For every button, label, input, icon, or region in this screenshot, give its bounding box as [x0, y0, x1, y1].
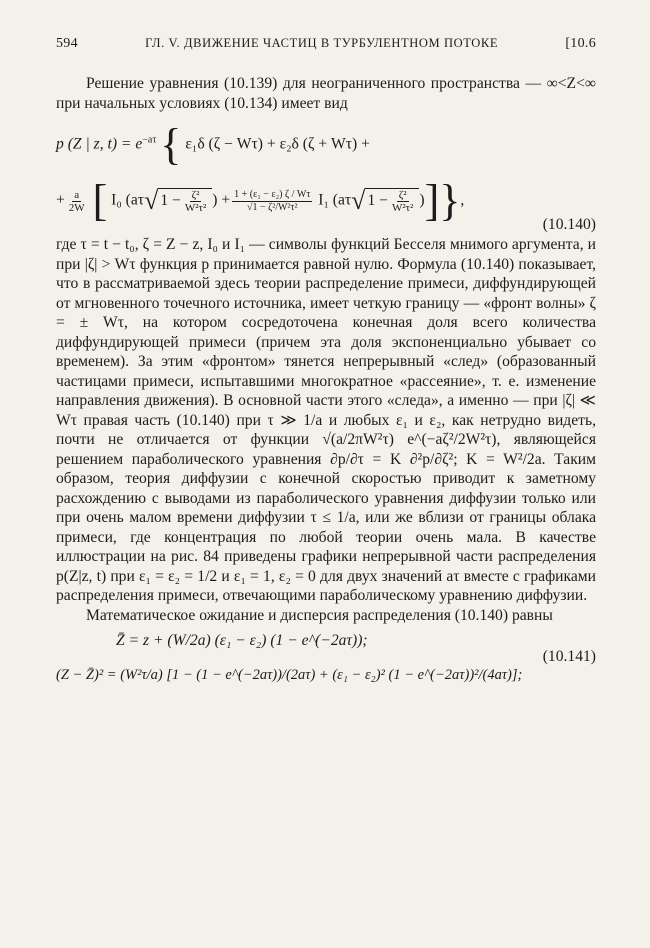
equation-10-141	[56, 629, 596, 711]
equation-10-140	[56, 117, 596, 235]
chapter-title: ГЛ. V. ДВИЖЕНИЕ ЧАСТИЦ В ТУРБУЛЕНТНОМ ПОТОКЕ	[145, 36, 499, 50]
sqrt-fraction	[183, 189, 208, 214]
sqrt-block-2	[365, 188, 419, 214]
sqrt-prefix: 1 −	[160, 191, 181, 209]
mid-den-den: W²τ²	[278, 201, 298, 213]
book-page	[56, 36, 596, 711]
bessel-one: I₁ (aτ	[318, 191, 352, 209]
sqrt-den-2: W²τ²	[391, 201, 414, 214]
eq-terms1: ε₁δ (ζ − Wτ) + ε₂δ (ζ + Wτ) +	[185, 135, 370, 153]
body-paragraph-2: Математическое ожидание и дисперсия распределения (10.140) равны	[86, 606, 553, 624]
sqrt-den: W²τ²	[184, 201, 207, 214]
mid-den: √1 − ζ²/W²τ²	[246, 201, 298, 213]
running-head	[56, 36, 596, 52]
equation-number-10-140: (10.140)	[542, 216, 596, 233]
eq-line-2: + $\frac{a}{2W}$ [ I₀ (aτ√ 1 − $\frac{\text{ζ²}}{\text{W²τ²}}$ ) + $\frac{\text{1 + (ε₁ − ε₂) ζ / Wτ}}{\text{√1 − ζ²/W²τ²}}$ I₁ (aτ√ 1 − $\frac{\text{ζ²}}{\text{W²τ²}}$ )]},	[56, 176, 465, 225]
eq-lhs: p (Z | z, t) = e	[56, 135, 143, 153]
eq-141-line-1: Z̄ = z + (W/2a) (ε₁ − ε₂) (1 − e^(−2aτ));	[116, 632, 368, 649]
coef-fraction	[67, 189, 87, 214]
intro-paragraph: Решение уравнения (10.139) для неограниченного пространства — ∞<Z<∞ при начальных условиях (10.134) имеет вид	[56, 75, 596, 112]
mid-den-num: ζ²	[268, 201, 276, 213]
eq-exp: −aτ	[142, 134, 157, 146]
sqrt-block	[158, 188, 212, 214]
radical-sign-2: √	[351, 186, 366, 215]
middle-fraction	[232, 189, 312, 214]
eq-141-line-2: (Z − Z̄)² = (W²τ/a) [1 − (1 − e^(−2aτ))/(2aτ) + (ε₁ − ε₂)² (1 − e^(−2aτ))²/(4aτ)];	[56, 667, 523, 683]
sqrt-prefix-2: 1 −	[367, 191, 388, 209]
bessel-zero: I₀ (aτ	[111, 191, 145, 209]
page-number: 594	[56, 36, 78, 51]
sqrt-num: ζ²	[191, 188, 200, 201]
coef-num: a	[74, 188, 80, 201]
mid-den-prefix: 1 −	[252, 201, 266, 213]
right-brackets: ]}	[424, 176, 461, 225]
left-brace: {	[160, 120, 182, 169]
sqrt-num-2: ζ²	[398, 188, 407, 201]
equation-number-10-141: (10.141)	[542, 648, 596, 665]
sqrt-fraction-2	[390, 189, 415, 214]
body-paragraph-1: где τ = t − t₀, ζ = Z − z, I₀ и I₁ — символы функций Бесселя мнимого аргумента, и при |ζ| > Wτ функция p принимается равной нулю. Формула (10.140) показывает, что в рассматриваемой здесь теории распределение примеси, диффундирующей от мгновенного точечного источника, имеет четкую границу — «фронт волны» ζ = ± Wτ, на котором сосредоточена конечная доля всего количества диффундирующей примеси (причем эта доля экспоненциально убывает со временем). За этим «фронтом» тянется непрерывный «след» (образованный частицами примеси, испытавшими многократное «рассеяние», т. е. изменение направления движения). В основной части этого «следа», а именно — при |ζ| ≪ Wτ правая часть (10.140) при τ ≫ 1/a и любых ε₁ и ε₂, как нетрудно видеть, почти не отличается от функции √(a/2πW²τ) e^(−aζ²/2W²τ), являющейся решением параболического уравнения ∂p/∂τ = K ∂²p/∂ζ²; K = W²/2a. Таким образом, теория диффузии с конечной скоростью приводит к заметному расхождению с выводами из параболического уравнения диффузии только или при очень малом времени диффузии τ ≤ 1/a, или же вблизи от границы облака примеси, где концентрация по любой теории очень мала. В качестве иллюстрации на рис. 84 приведены графики непрерывной части распределения p(Z|z, t) при ε₁ = ε₂ = 1/2 и ε₁ = 1, ε₂ = 0 для двух значений aτ вместе с графиками распределения примеси, отвечающими параболическому уравнению диффузии.	[56, 236, 596, 604]
left-bracket: [	[92, 176, 108, 225]
section-marker: [10.6	[565, 36, 596, 51]
mid-num: 1 + (ε₁ − ε₂) ζ / Wτ	[234, 188, 311, 200]
coef-den: 2W	[68, 201, 85, 214]
eq-line-1	[56, 120, 596, 169]
radical-sign: √	[144, 186, 159, 215]
